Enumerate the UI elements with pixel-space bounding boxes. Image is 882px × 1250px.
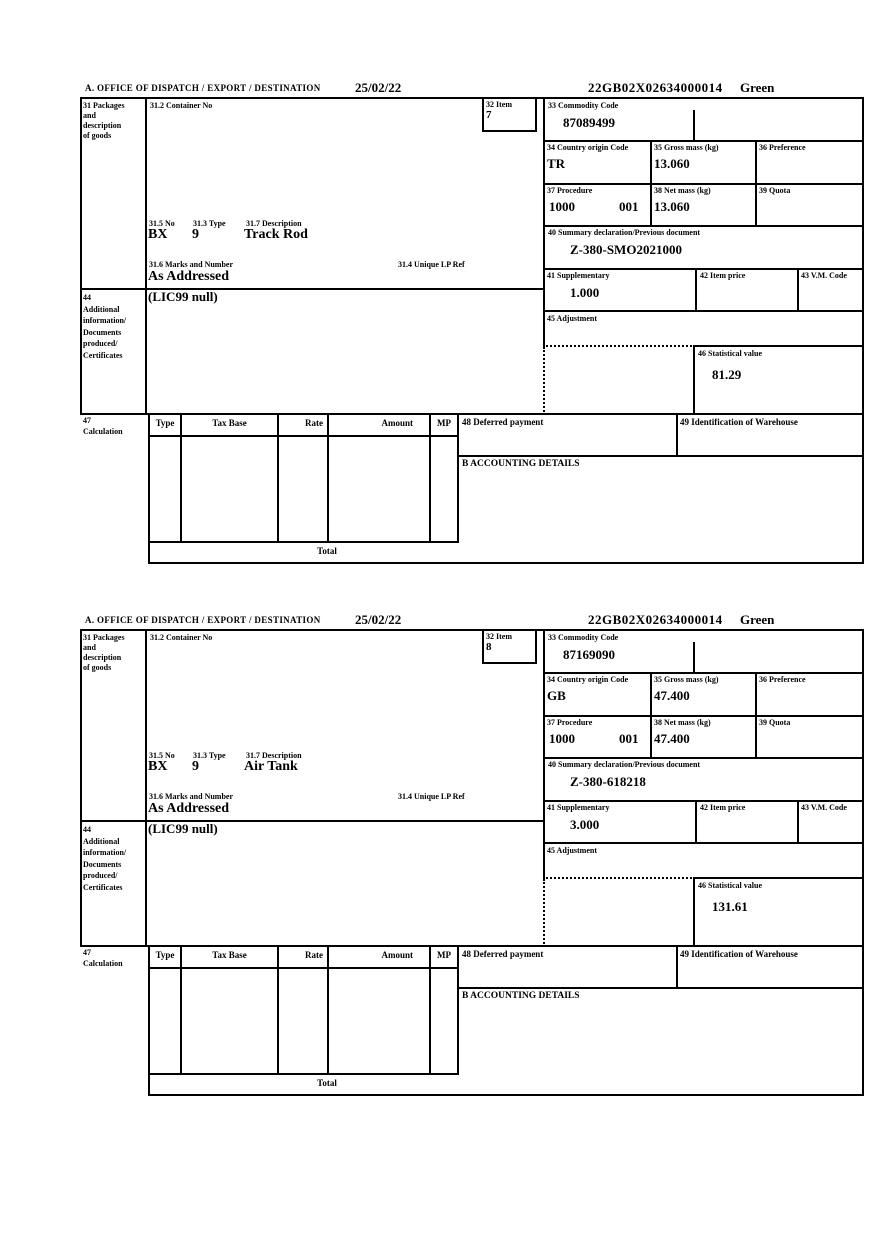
box31-label-line: 31 Packages: [83, 633, 125, 642]
deferred-payment-label: 48 Deferred payment: [462, 949, 544, 959]
routing-status: Green: [740, 80, 775, 95]
procedure-code-2: 001: [619, 731, 639, 746]
box44-label-line: Documents: [83, 327, 122, 337]
declaration-section-2: [80, 612, 864, 1098]
dispatch-date: 25/02/22: [355, 80, 402, 95]
calc-header-rate: Rate: [305, 950, 323, 960]
item-number: 8: [486, 641, 492, 653]
package-type: 9: [192, 227, 199, 242]
gross-mass: 47.400: [654, 688, 690, 703]
divider: [327, 413, 329, 541]
declaration-reference: 22GB02X02634000014: [588, 612, 723, 627]
summary-declaration-label: 40 Summary declaration/Previous document: [548, 760, 701, 769]
adjustment-label: 45 Adjustment: [547, 846, 598, 855]
box31-label: [83, 633, 125, 673]
description-label: 31.7 Description: [246, 751, 302, 760]
net-mass: 47.400: [654, 731, 690, 746]
item-price-label: 42 Item price: [700, 803, 746, 812]
procedure-label: 37 Procedure: [547, 186, 593, 195]
box44-label-line: Certificates: [83, 882, 123, 892]
calculation-label: Calculation: [83, 959, 123, 968]
deferred-payment-label: 48 Deferred payment: [462, 417, 544, 427]
calc-header-tax-base: Tax Base: [212, 950, 247, 960]
divider: [429, 945, 431, 1073]
box31-label-line: 31 Packages: [83, 101, 125, 110]
divider: [80, 97, 864, 99]
calc-header-mp: MP: [437, 418, 451, 428]
accounting-details-label: B ACCOUNTING DETAILS: [462, 459, 580, 469]
marks-and-number: As Addressed: [148, 801, 230, 816]
box31-label-line: of goods: [83, 663, 112, 672]
divider: [755, 140, 757, 227]
country-origin-label: 34 Country origin Code: [547, 675, 629, 684]
package-no: BX: [148, 759, 168, 774]
previous-document: Z-380-SMO2021000: [570, 242, 682, 257]
divider: [277, 413, 279, 541]
goods-description: Track Rod: [244, 227, 308, 242]
divider: [457, 413, 459, 541]
divider: [148, 562, 864, 564]
divider: [180, 413, 182, 541]
dotted-divider: [543, 877, 695, 879]
previous-document: Z-380-618218: [570, 774, 646, 789]
package-type-label: 31.3 Type: [193, 751, 226, 760]
dispatch-date: 25/02/22: [355, 612, 402, 627]
box44-label-line: information/: [83, 316, 127, 325]
divider: [80, 629, 864, 631]
divider: [695, 800, 697, 844]
divider: [693, 877, 695, 947]
calculation-label: Calculation: [83, 427, 123, 436]
procedure-code: 1000: [549, 199, 575, 214]
box44-label-line: Certificates: [83, 350, 123, 360]
warehouse-id-label: 49 Identification of Warehouse: [680, 949, 798, 959]
unique-lp-ref-label: 31.4 Unique LP Ref: [398, 260, 465, 269]
supplementary-units: 1.000: [570, 285, 600, 300]
commodity-code-divider: [693, 642, 695, 672]
divider: [543, 757, 864, 759]
divider: [145, 629, 147, 947]
declaration-section-1: [80, 80, 864, 566]
box44-label-line: 44: [83, 293, 91, 302]
calculation-label-no: 47: [83, 416, 91, 425]
commodity-code-label: 33 Commodity Code: [548, 101, 619, 110]
divider: [755, 672, 757, 759]
total-label: Total: [317, 1078, 337, 1088]
statistical-value: 131.61: [712, 899, 748, 914]
vm-code-label: 43 V.M. Code: [801, 803, 847, 812]
box44-label-line: produced/: [83, 871, 118, 880]
divider: [457, 455, 864, 457]
package-type-label: 31.3 Type: [193, 219, 226, 228]
box44-label-line: information/: [83, 848, 127, 857]
divider: [148, 1073, 459, 1075]
additional-information: (LIC99 null): [148, 821, 218, 836]
dotted-divider: [543, 879, 545, 947]
box31-label-line: description: [83, 121, 122, 130]
statistical-value: 81.29: [712, 367, 742, 382]
routing-status: Green: [740, 612, 775, 627]
divider: [797, 800, 799, 844]
unique-lp-ref-label: 31.4 Unique LP Ref: [398, 792, 465, 801]
calc-header-type: Type: [155, 950, 175, 960]
accounting-details-label: B ACCOUNTING DETAILS: [462, 991, 580, 1001]
goods-description: Air Tank: [244, 759, 298, 774]
divider: [148, 435, 459, 437]
divider: [148, 541, 459, 543]
divider: [80, 97, 82, 415]
divider: [543, 800, 864, 802]
statistical-value-label: 46 Statistical value: [698, 881, 762, 890]
quota-label: 39 Quota: [759, 186, 791, 195]
additional-information: (LIC99 null): [148, 289, 218, 304]
divider: [862, 629, 864, 1096]
box44-label: [83, 824, 126, 893]
box44-label-line: Additional: [83, 304, 120, 314]
container-no-label: 31.2 Container No: [150, 633, 213, 642]
box31-label-line: and: [83, 111, 96, 120]
calc-header-rate: Rate: [305, 418, 323, 428]
box44-label-line: Additional: [83, 836, 120, 846]
divider: [327, 945, 329, 1073]
supplementary-label: 41 Supplementary: [547, 803, 610, 812]
dotted-divider: [543, 347, 545, 415]
calc-header-tax-base: Tax Base: [212, 418, 247, 428]
preference-label: 36 Preference: [759, 143, 806, 152]
warehouse-id-label: 49 Identification of Warehouse: [680, 417, 798, 427]
box44-label-line: produced/: [83, 339, 118, 348]
country-origin-code: TR: [547, 156, 566, 171]
box44-label: [83, 292, 126, 361]
gross-mass-label: 35 Gross mass (kg): [654, 675, 719, 684]
divider: [145, 97, 147, 415]
package-no-label: 31.5 No: [149, 751, 175, 760]
marks-and-number: As Addressed: [148, 269, 230, 284]
divider: [543, 183, 864, 185]
marks-and-number-label: 31.6 Marks and Number: [149, 260, 234, 269]
divider: [80, 945, 864, 947]
package-type: 9: [192, 759, 199, 774]
procedure-label: 37 Procedure: [547, 718, 593, 727]
total-label: Total: [317, 546, 337, 556]
box31-label-line: and: [83, 643, 96, 652]
divider: [650, 672, 652, 759]
divider: [543, 672, 864, 674]
net-mass-label: 38 Net mass (kg): [654, 186, 711, 195]
divider: [80, 413, 864, 415]
calc-header-amount: Amount: [381, 418, 413, 428]
vm-code-label: 43 V.M. Code: [801, 271, 847, 280]
quota-label: 39 Quota: [759, 718, 791, 727]
divider: [543, 268, 864, 270]
procedure-code: 1000: [549, 731, 575, 746]
box31-label-line: of goods: [83, 131, 112, 140]
office-of-dispatch-title: A. OFFICE OF DISPATCH / EXPORT / DESTINATION: [85, 83, 321, 93]
divider: [693, 345, 695, 415]
divider: [676, 945, 678, 987]
divider: [457, 987, 864, 989]
box31-label: [83, 101, 125, 141]
divider: [277, 945, 279, 1073]
declaration-reference: 22GB02X02634000014: [588, 80, 723, 95]
commodity-code: 87089499: [563, 115, 615, 130]
box44-label-line: 44: [83, 825, 91, 834]
divider: [797, 268, 799, 312]
commodity-code-divider: [693, 110, 695, 140]
commodity-code-label: 33 Commodity Code: [548, 633, 619, 642]
divider: [457, 945, 459, 1073]
box44-label-line: Documents: [83, 859, 122, 869]
divider: [650, 140, 652, 227]
item-number: 7: [486, 109, 492, 121]
divider: [543, 842, 864, 844]
calc-header-amount: Amount: [381, 950, 413, 960]
preference-label: 36 Preference: [759, 675, 806, 684]
adjustment-label: 45 Adjustment: [547, 314, 598, 323]
item-price-label: 42 Item price: [700, 271, 746, 280]
supplementary-label: 41 Supplementary: [547, 271, 610, 280]
divider: [543, 715, 864, 717]
package-no-label: 31.5 No: [149, 219, 175, 228]
divider: [543, 310, 864, 312]
item-label: 32 Item: [486, 100, 512, 109]
dotted-divider: [543, 345, 695, 347]
divider: [693, 345, 864, 347]
calculation-label-no: 47: [83, 948, 91, 957]
container-no-label: 31.2 Container No: [150, 101, 213, 110]
package-no: BX: [148, 227, 168, 242]
divider: [543, 225, 864, 227]
divider: [693, 877, 864, 879]
statistical-value-label: 46 Statistical value: [698, 349, 762, 358]
supplementary-units: 3.000: [570, 817, 600, 832]
divider: [676, 413, 678, 455]
calc-header-type: Type: [155, 418, 175, 428]
gross-mass: 13.060: [654, 156, 690, 171]
divider: [695, 268, 697, 312]
country-origin-label: 34 Country origin Code: [547, 143, 629, 152]
description-label: 31.7 Description: [246, 219, 302, 228]
divider: [148, 967, 459, 969]
divider: [148, 1094, 864, 1096]
divider: [429, 413, 431, 541]
calc-header-mp: MP: [437, 950, 451, 960]
divider: [862, 97, 864, 564]
box31-label-line: description: [83, 653, 122, 662]
divider: [180, 945, 182, 1073]
office-of-dispatch-title: A. OFFICE OF DISPATCH / EXPORT / DESTINATION: [85, 615, 321, 625]
divider: [543, 140, 864, 142]
divider: [80, 629, 82, 947]
procedure-code-2: 001: [619, 199, 639, 214]
summary-declaration-label: 40 Summary declaration/Previous document: [548, 228, 701, 237]
country-origin-code: GB: [547, 688, 566, 703]
commodity-code: 87169090: [563, 647, 615, 662]
net-mass-label: 38 Net mass (kg): [654, 718, 711, 727]
gross-mass-label: 35 Gross mass (kg): [654, 143, 719, 152]
net-mass: 13.060: [654, 199, 690, 214]
marks-and-number-label: 31.6 Marks and Number: [149, 792, 234, 801]
item-label: 32 Item: [486, 632, 512, 641]
